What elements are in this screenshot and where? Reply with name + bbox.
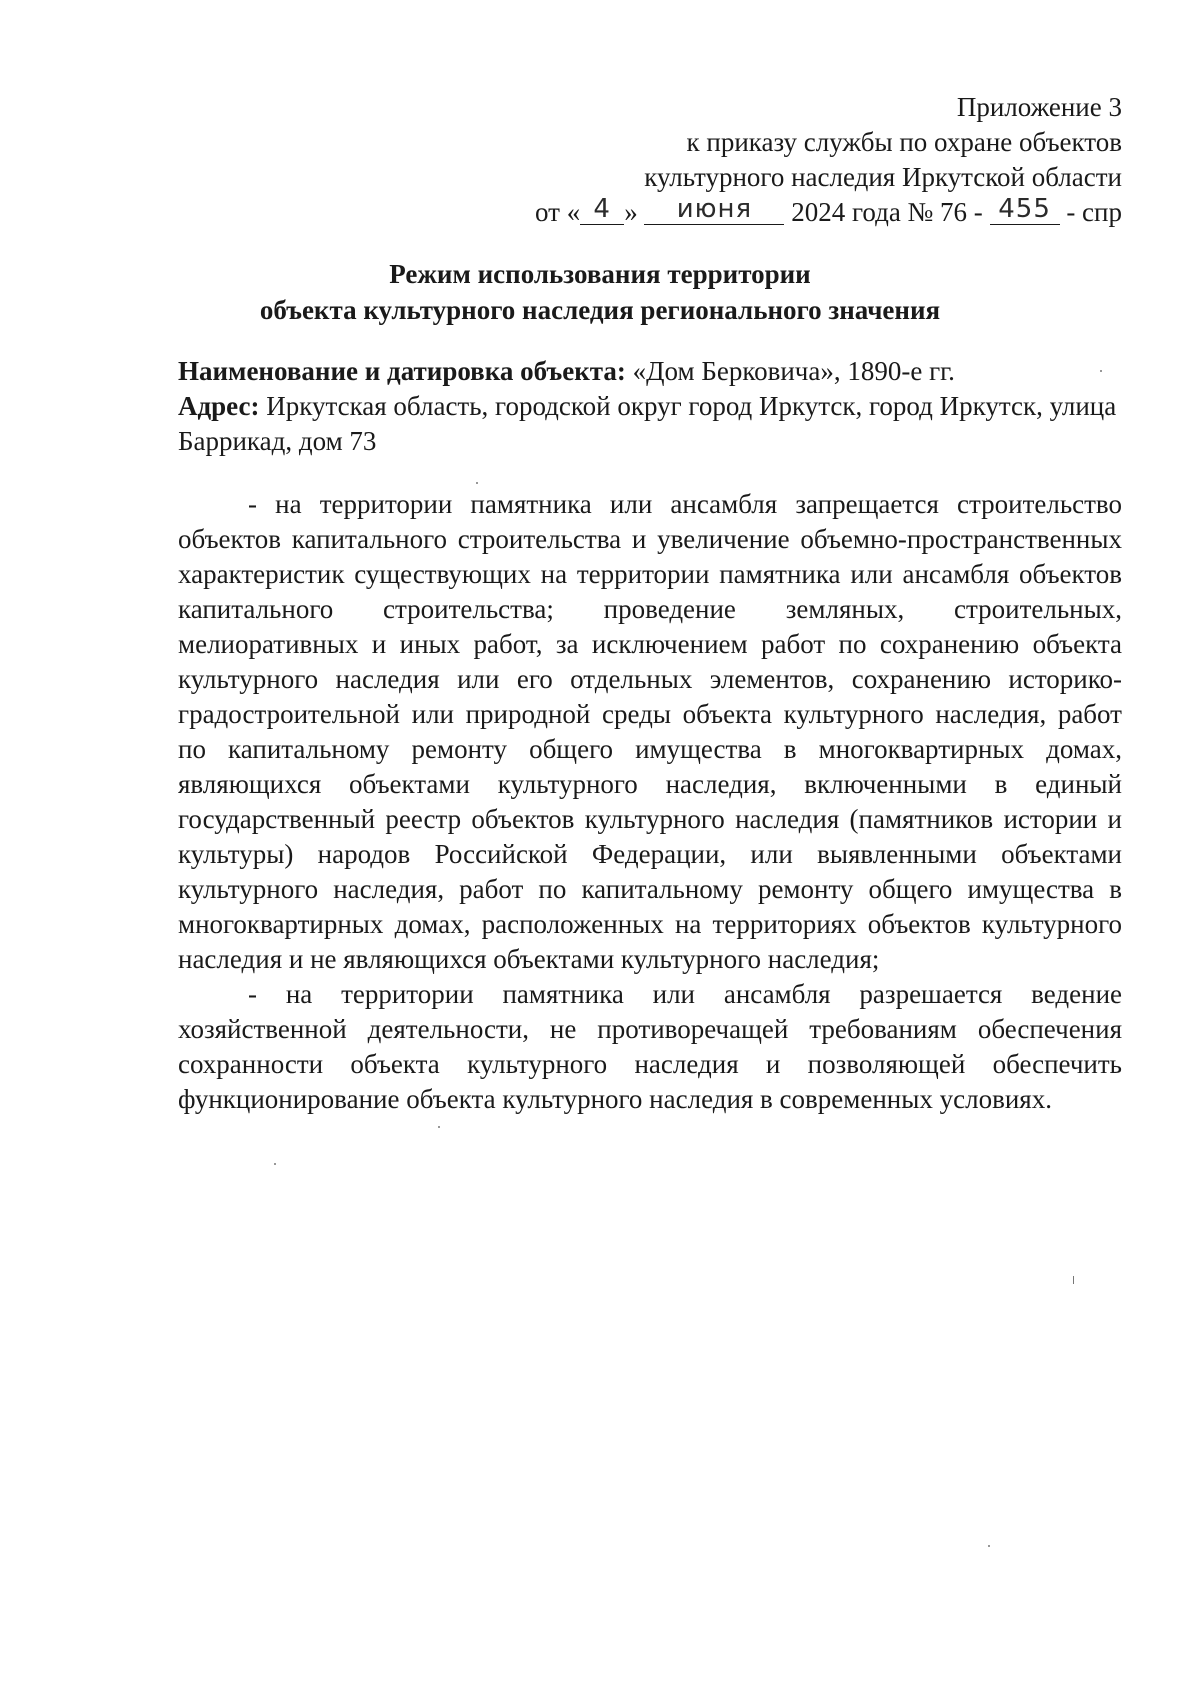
scan-speck — [438, 1126, 440, 1128]
object-address-row — [178, 389, 1122, 459]
approval-block — [535, 90, 1122, 230]
handwritten-day: 4 — [593, 194, 611, 224]
number-blank — [990, 195, 1060, 225]
handwritten-number: 455 — [998, 194, 1051, 224]
scan-speck — [1100, 370, 1102, 372]
title-line-1: Режим использования территории — [389, 259, 811, 289]
permission-paragraph: - на территории памятника или ансамбля разрешается ведение хозяйственной деятельности, не противоречащей требованиям обеспечения сохранности объекта культурного наследия и позволяющей обеспечить функционирование объекта культурного наследия в современных условиях. — [178, 979, 1122, 1114]
usage-regime-text — [178, 487, 1122, 1117]
day-blank — [580, 195, 624, 225]
prohibition-paragraph: - на территории памятника или ансамбля запрещается строительство объектов капитального строительства и увеличение объемно-пространственных характеристик существующих на территории памятника или ансамбля объектов капитального строительства; проведение земляных, строительных, мелиоративных и иных работ, за исключением работ по сохранению объекта культурного наследия или его отдельных элементов, сохранению историко-градостроительной или природной среды объекта культурного наследия, работ по капитальному ремонту общего имущества в многоквартирных домах, являющихся объектами культурного наследия, включенными в единый государственный реестр объектов культурного наследия (памятников истории и культуры) народов Российской Федерации, или выявленными объектами культурного наследия, работ по капитальному ремонту общего имущества в многоквартирных домах, расположенных на территориях объектов культурного наследия и не являющихся объектами культурного наследия; — [178, 489, 1122, 974]
month-blank — [644, 195, 784, 225]
scan-speck — [476, 482, 478, 484]
scan-speck — [274, 1163, 276, 1165]
appendix-label: Приложение 3 — [956, 92, 1122, 122]
number-suffix: - спр — [1066, 197, 1122, 227]
date-prefix: от « — [535, 197, 581, 227]
object-name-value: «Дом Берковича», 1890-е гг. — [632, 356, 955, 386]
object-name-row — [178, 354, 1122, 389]
date-quote-close: » — [624, 197, 638, 227]
object-address-label: Адрес: — [178, 391, 260, 421]
scan-speck — [988, 1545, 990, 1547]
scan-speck — [1073, 1276, 1074, 1284]
object-info — [178, 354, 1122, 459]
handwritten-month: июня — [676, 194, 753, 224]
year-and-number-label: 2024 года № 76 - — [791, 197, 983, 227]
order-reference: к приказу службы по охране объектов — [686, 127, 1122, 157]
order-date-number — [535, 195, 1122, 230]
object-name-label: Наименование и датировка объекта: — [178, 356, 626, 386]
title-line-2: объекта культурного наследия регионального значения — [259, 295, 941, 325]
issuing-authority: культурного наследия Иркутской области — [644, 162, 1122, 192]
object-address-value: Иркутская область, городской округ город Иркутск, город Иркутск, улица Баррикад, дом 73 — [178, 391, 1117, 456]
document-title — [0, 256, 1200, 328]
